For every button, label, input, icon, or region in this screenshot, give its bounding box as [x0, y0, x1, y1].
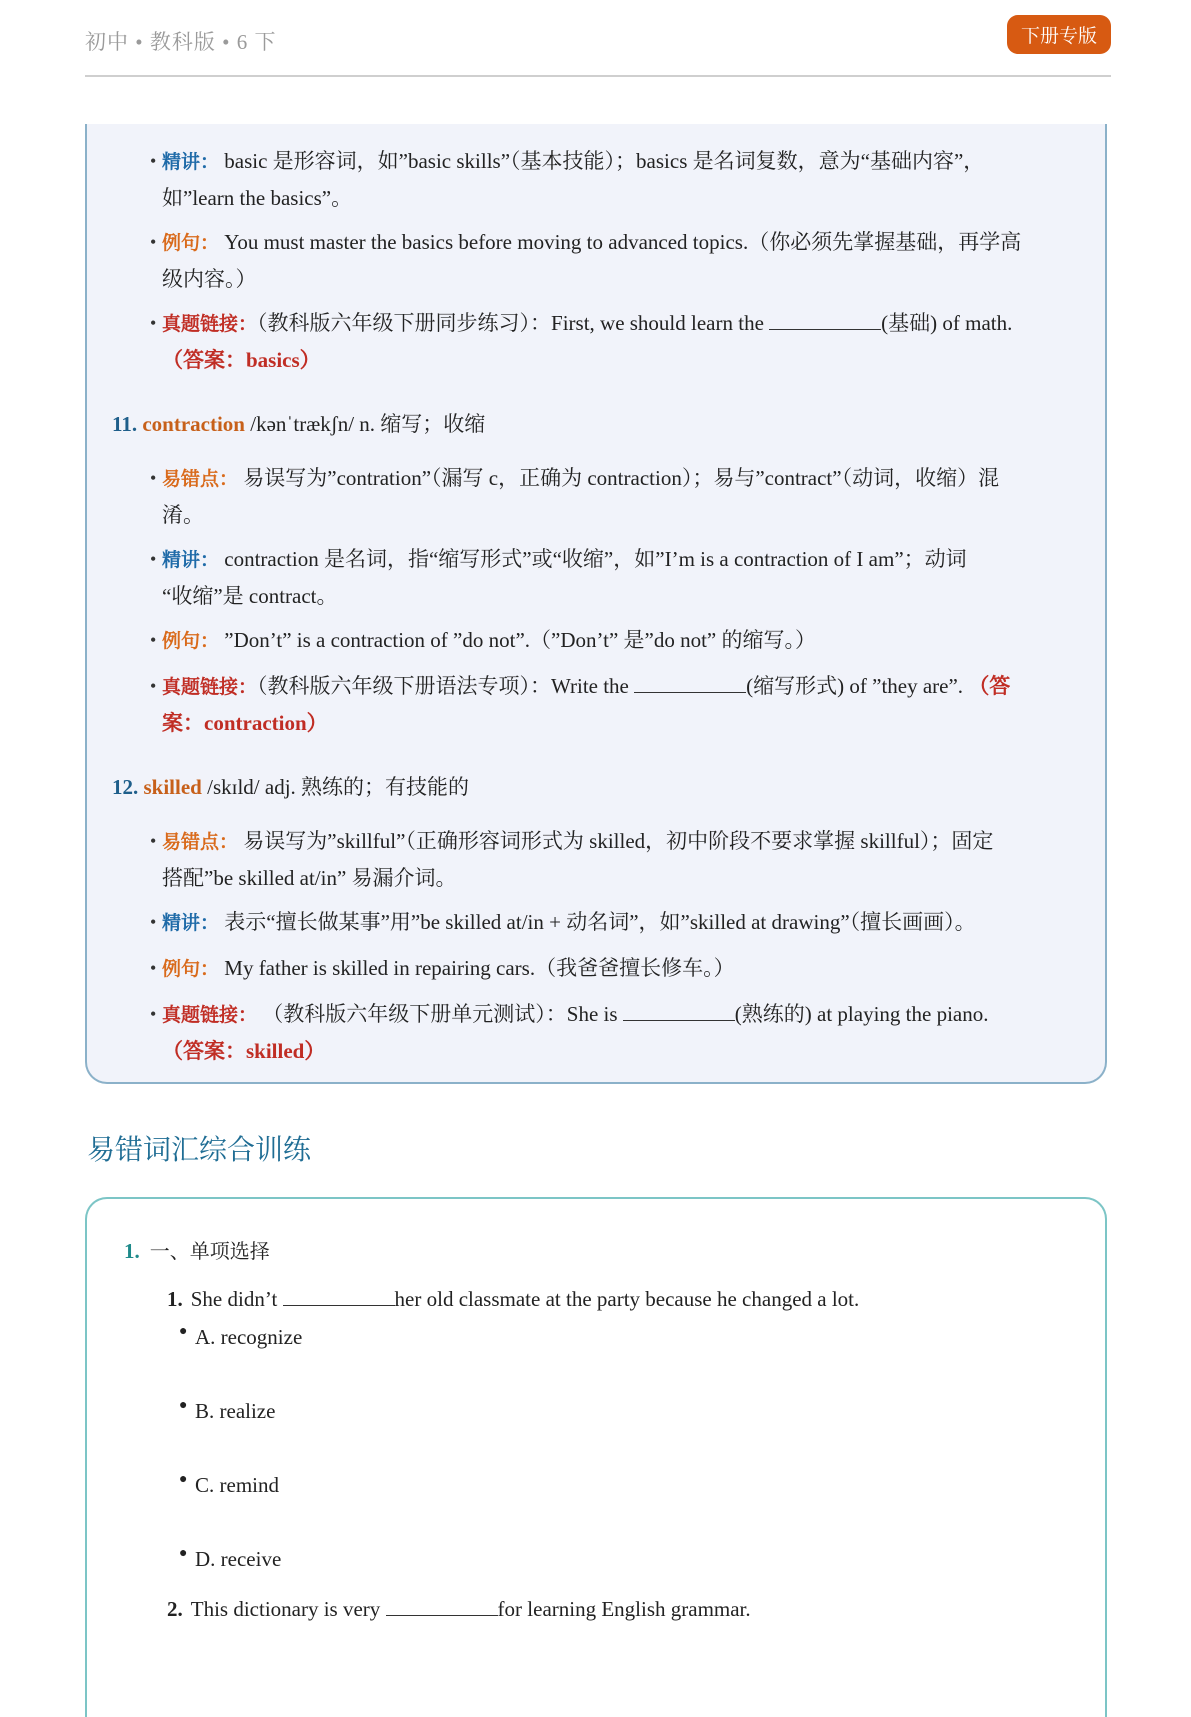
note-jingjiang: • 精讲： 表示“擅长做某事”用”be skilled at/in + 动名词”，如”skilled at drawing”（擅长画画）。: [150, 910, 976, 934]
edition-badge: 下册专版: [1007, 15, 1111, 54]
fill-blank: [769, 309, 881, 330]
note-jingjiang: • 精讲： contraction 是名词，指“缩写形式”或“收缩”，如”I’m is a contraction of I am”；动词 “收缩”是 contract。: [150, 547, 967, 608]
note-zhenti: • 真题链接：（教科版六年级下册语法专项）：Write the (缩写形式) of ”they are”. （答 案：contraction）: [150, 674, 1011, 735]
note-liju: • 例句： My father is skilled in repairing cars.（我爸爸擅长修车。）: [150, 956, 735, 980]
question-1: 1. She didn’t her old classmate at the party because he changed a lot.: [167, 1287, 860, 1311]
option-a[interactable]: ● A. recognize: [179, 1324, 303, 1349]
note-liju: • 例句： You must master the basics before moving to advanced topics.（你必须先掌握基础，再学高 级内容。）: [150, 230, 1022, 291]
answer-text: （答案：basics）: [162, 348, 321, 372]
fill-blank: [283, 1285, 395, 1306]
fill-blank: [386, 1595, 498, 1616]
option-d[interactable]: ● D. receive: [179, 1546, 282, 1571]
word-heading-skilled: 12. skilled /skɪld/ adj. 熟练的；有技能的: [112, 775, 470, 799]
exercise-heading: 1. 一、单项选择: [124, 1239, 270, 1263]
fill-blank: [623, 1000, 735, 1021]
word-heading-contraction: 11. contraction /kənˈtrækʃn/ n. 缩写；收缩: [112, 412, 486, 436]
section-title: 易错词汇综合训练: [87, 1133, 312, 1166]
note-yicuo: • 易错点： 易误写为”skillful”（正确形容词形式为 skilled，初中阶段不要求掌握 skillful）；固定 搭配”be skilled at/in” 易漏介词。: [150, 829, 994, 890]
question-2: 2. This dictionary is very for learning English grammar.: [167, 1597, 751, 1621]
note-zhenti: • 真题链接：（教科版六年级下册同步练习）：First, we should learn the (基础) of math. （答案：basics）: [150, 311, 1013, 372]
page-header: [85, 0, 1111, 77]
answer-text: 案：contraction）: [162, 711, 328, 735]
fill-blank: [634, 672, 746, 693]
header-breadcrumb: 初中 • 教科版 • 6 下: [85, 30, 277, 54]
vocab-notes-box: [85, 124, 1107, 1084]
answer-text: （答案：skilled）: [162, 1039, 326, 1063]
note-jingjiang: • 精讲： basic 是形容词，如”basic skills”（基本技能）；basics 是名词复数，意为“基础内容”， 如”learn the basics”。: [150, 149, 985, 210]
option-c[interactable]: ● C. remind: [179, 1472, 279, 1497]
note-zhenti: • 真题链接： （教科版六年级下册单元测试）：She is (熟练的) at playing the piano. （答案：skilled）: [150, 1002, 989, 1063]
note-yicuo: • 易错点： 易误写为”contration”（漏写 c，正确为 contraction）；易与”contract”（动词，收缩）混 淆。: [150, 466, 1000, 527]
note-liju: • 例句： ”Don’t” is a contraction of ”do not”.（”Don’t” 是”do not” 的缩写。）: [150, 628, 817, 652]
option-b[interactable]: ● B. realize: [179, 1398, 276, 1423]
exercise-box: [85, 1197, 1107, 1717]
